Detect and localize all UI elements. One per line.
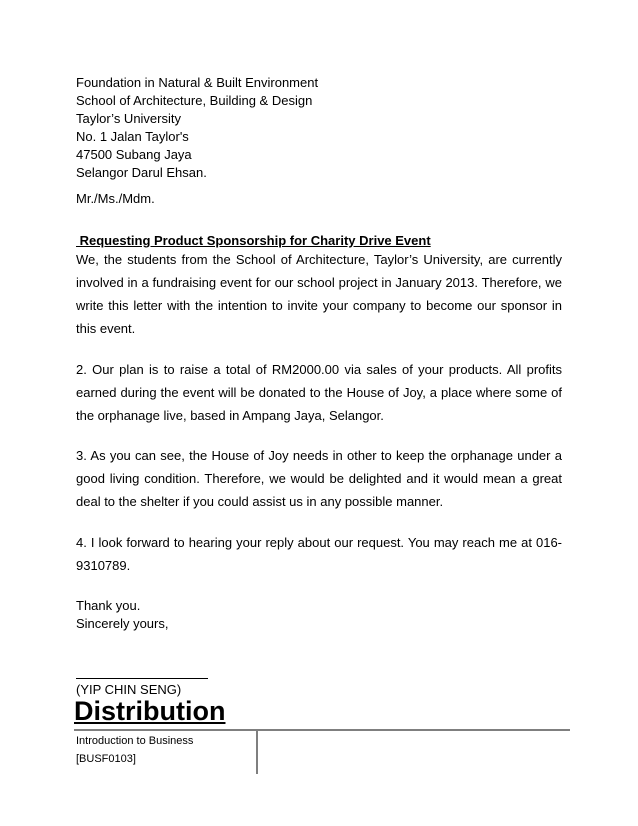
salutation: Mr./Ms./Mdm. xyxy=(76,191,155,206)
body-paragraph-4: 4. I look forward to hearing your reply about our request. You may reach me at 016-9310789. xyxy=(76,535,562,573)
sender-address xyxy=(76,74,318,182)
signature-line xyxy=(76,678,208,679)
closing xyxy=(76,597,168,633)
footer-title: Distribution xyxy=(74,696,226,726)
course-code: [BUSF0103] xyxy=(76,753,136,765)
body-paragraph-3: 3. As you can see, the House of Joy needs in other to keep the orphanage under a good living condition. Therefore, we would be delighted and it would mean a great deal to the shelter if you could assist us in any possible manner. xyxy=(76,448,562,509)
address-line: Selangor Darul Ehsan. xyxy=(76,165,207,180)
address-line: 47500 Subang Jaya xyxy=(76,147,192,162)
address-line: School of Architecture, Building & Design xyxy=(76,93,313,108)
body-paragraph-2: 2. Our plan is to raise a total of RM2000.00 via sales of your products. All profits earned during the event will be donated to the House of Joy, a place where some of the orphanage live, based in Ampang Jaya, Selangor. xyxy=(76,362,562,423)
body-paragraph-1: We, the students from the School of Architecture, Taylor’s University, are currently involved in a fundraising event for our school project in January 2013. Therefore, we write this letter with the intention to invite your company to become our sponsor in this event. xyxy=(76,252,562,336)
footer-course-info xyxy=(76,732,193,768)
closing-thanks: Thank you. xyxy=(76,598,141,613)
address-line: Taylor’s University xyxy=(76,111,181,126)
subject-line: Requesting Product Sponsorship for Charity Drive Event xyxy=(76,233,431,248)
footer-vertical-rule xyxy=(256,730,258,774)
address-line: Foundation in Natural & Built Environment xyxy=(76,75,319,90)
closing-signoff: Sincerely yours, xyxy=(76,616,169,631)
footer-horizontal-rule xyxy=(74,729,570,731)
address-line: No. 1 Jalan Taylor's xyxy=(76,129,189,144)
course-name: Introduction to Business xyxy=(76,735,194,747)
signatory-name: (YIP CHIN SENG) xyxy=(76,682,182,697)
